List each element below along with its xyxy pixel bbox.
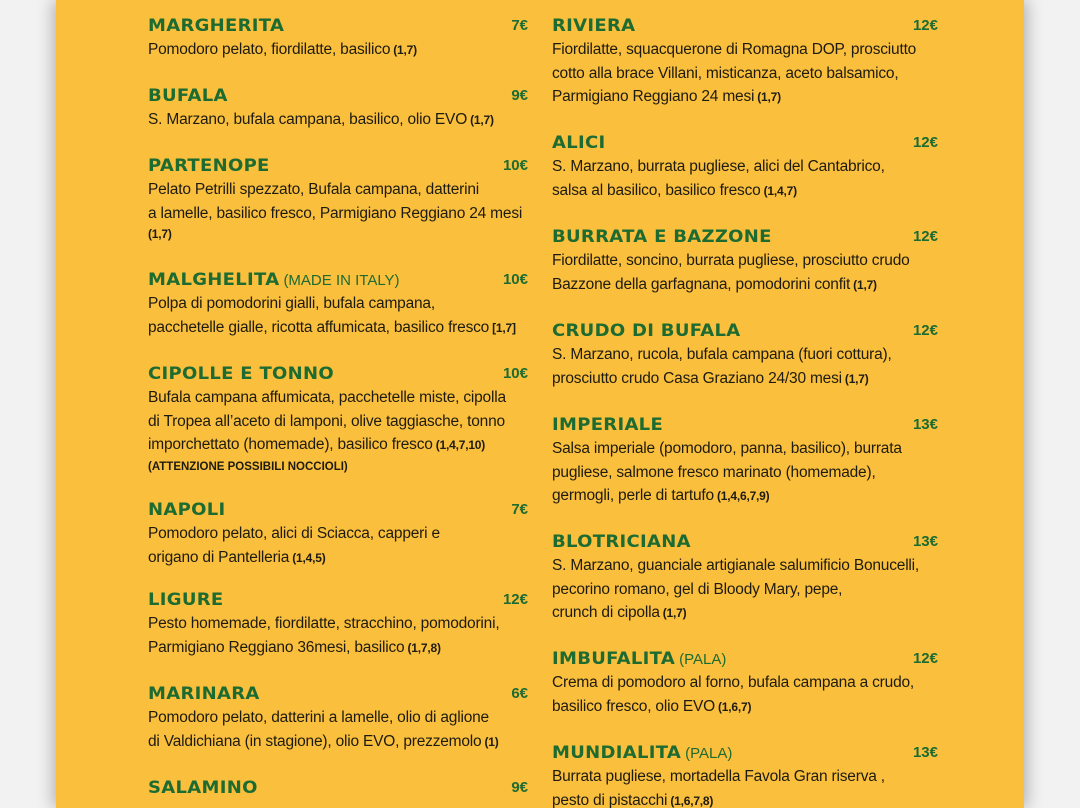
item-allergens: (1) — [484, 734, 499, 749]
item-description-line — [552, 38, 938, 62]
item-allergens: (1,7) — [470, 113, 494, 127]
item-description-line — [148, 108, 528, 133]
item-description-line — [552, 765, 938, 789]
item-name: BLOTRICIANA — [552, 531, 691, 552]
item-name: LIGURE — [148, 589, 224, 610]
menu-item-cipolle-e-tonno — [148, 364, 528, 476]
description-text: basilico fresco, olio EVO — [552, 697, 715, 715]
description-text: Fiordilatte, soncino, burrata pugliese, prosciutto crudo — [552, 252, 910, 269]
item-price: 12€ — [502, 591, 528, 608]
menu-item-napoli — [148, 500, 528, 570]
menu-item-header — [148, 778, 528, 800]
description-text: S. Marzano, burrata pugliese, alici del Cantabrico, — [552, 158, 885, 175]
description-text: Fiordilatte, squacquerone di Romagna DOP, prosciutto — [552, 41, 917, 58]
description-text: crunch di cipolla — [552, 604, 660, 621]
menu-item-header — [552, 227, 938, 249]
item-description-line — [552, 155, 938, 179]
description-text: Bufala campana affumicata, pacchetelle miste, cipolla — [148, 389, 506, 406]
description-text: Crema di pomodoro al forno, bufala campana a crudo, — [552, 674, 915, 691]
item-price: 12€ — [912, 17, 938, 34]
item-description-line — [552, 461, 938, 485]
item-price: 9€ — [511, 779, 528, 796]
description-text: Pomodoro pelato, datterini a lamelle, olio di aglione — [148, 709, 489, 726]
description-text: Bazzone della garfagnana, pomodorini confit — [552, 275, 851, 293]
item-allergens: (1,7) — [853, 277, 877, 292]
item-price: 12€ — [912, 228, 938, 245]
menu-item-header — [148, 16, 528, 38]
item-allergens: (1,4,5) — [292, 550, 326, 565]
item-name: NAPOLI — [148, 499, 226, 520]
item-name: SALAMINO — [148, 777, 258, 798]
item-name: PARTENOPE — [148, 155, 270, 176]
item-note: (ATTENZIONE POSSIBILI NOCCIOLI) — [148, 460, 348, 473]
item-name: MUNDIALITA — [552, 742, 682, 763]
item-name: MALGHELITA — [148, 269, 280, 290]
menu-item-header — [552, 415, 938, 437]
item-description-line — [148, 38, 528, 63]
description-text: S. Marzano, bufala campana, basilico, olio EVO — [148, 111, 468, 128]
item-tag: (PALA) — [685, 745, 733, 762]
description-text: prosciutto crudo Casa Graziano 24/30 mesi — [552, 369, 842, 387]
item-name: MARGHERITA — [148, 15, 285, 36]
description-text: origano di Pantelleria — [148, 548, 290, 566]
item-description-line — [148, 522, 528, 546]
description-text: Salsa imperiale (pomodoro, panna, basilico), burrata — [552, 440, 902, 457]
item-name: IMPERIALE — [552, 414, 664, 435]
item-allergens: (1,7) — [148, 227, 172, 241]
item-allergens-line — [148, 225, 528, 243]
menu-item-header — [552, 321, 938, 343]
item-description-line — [148, 546, 528, 571]
description-text: di Valdichiana (in stagione), olio EVO, prezzemolo — [148, 732, 482, 750]
item-allergens: (1,4,6,7,9) — [716, 489, 770, 503]
menu-item-blotriciana — [552, 532, 938, 626]
item-price: 12€ — [912, 322, 938, 339]
item-description-line — [148, 292, 528, 316]
menu-item-margherita — [148, 16, 528, 63]
item-name: IMBUFALITA — [552, 648, 676, 669]
menu-item-malghelita — [148, 270, 528, 340]
item-allergens: (1,7) — [393, 43, 417, 57]
item-description-line — [148, 636, 528, 661]
menu-item-header — [552, 532, 938, 554]
item-description-line — [552, 695, 938, 720]
description-text: imporchettato (homemade), basilico fresco — [148, 436, 433, 453]
menu-item-header — [148, 270, 528, 292]
menu-item-salamino — [148, 778, 528, 800]
item-description-line — [552, 249, 938, 273]
item-name: ALICI — [552, 132, 606, 153]
menu-item-marinara — [148, 684, 528, 754]
item-description-line — [552, 578, 938, 602]
item-description-line — [552, 85, 938, 110]
menu-item-header — [148, 156, 528, 178]
description-text: Pelato Petrilli spezzato, Bufala campana, datterini — [148, 181, 479, 198]
menu-item-burrata-e-bazzone — [552, 227, 938, 297]
menu-item-header — [148, 684, 528, 706]
menu-item-header — [148, 500, 528, 522]
menu-item-header — [148, 86, 528, 108]
description-text: pacchetelle gialle, ricotta affumicata, basilico fresco — [148, 318, 490, 336]
menu-item-crudo-di-bufala — [552, 321, 938, 391]
menu-item-ligure — [148, 590, 528, 660]
item-name: RIVIERA — [552, 15, 636, 36]
description-text: Pomodoro pelato, fiordilatte, basilico — [148, 41, 391, 58]
item-allergens: (1,6,7,8) — [670, 793, 714, 808]
item-description-line — [148, 410, 528, 434]
item-tag: (MADE IN ITALY) — [283, 272, 400, 289]
menu-item-header — [148, 364, 528, 386]
item-tag: (PALA) — [679, 651, 727, 668]
menu-item-bufala — [148, 86, 528, 133]
item-description-line — [552, 671, 938, 695]
menu-item-imbufalita — [552, 649, 938, 719]
item-name: CIPOLLE E TONNO — [148, 363, 334, 384]
item-name: BURRATA E BAZZONE — [552, 226, 772, 247]
item-description-line — [148, 730, 528, 755]
menu-item-header — [552, 133, 938, 155]
item-name: MARINARA — [148, 683, 260, 704]
menu-item-riviera — [552, 16, 938, 110]
item-allergens: (1,4,7) — [763, 183, 797, 198]
item-price: 13€ — [912, 744, 938, 761]
menu-item-header — [552, 743, 938, 765]
description-text: a lamelle, basilico fresco, Parmigiano Reggiano 24 mesi — [148, 204, 523, 222]
description-text: Parmigiano Reggiano 24 mesi — [552, 88, 755, 105]
item-price: 10€ — [502, 271, 528, 288]
item-allergens: (1,7) — [757, 90, 781, 104]
description-text: cotto alla brace Villani, misticanza, aceto balsamico, — [552, 64, 899, 82]
menu-page — [56, 0, 1024, 808]
menu-item-header — [148, 590, 528, 612]
item-price: 10€ — [502, 365, 528, 382]
description-text: S. Marzano, guanciale artigianale salumificio Bonucelli, — [552, 557, 920, 574]
description-text: di Tropea all’aceto di lamponi, olive taggiasche, tonno — [148, 412, 505, 430]
item-price: 10€ — [502, 157, 528, 174]
description-text: germogli, perle di tartufo — [552, 487, 714, 504]
menu-item-header — [552, 16, 938, 38]
menu-item-partenope — [148, 156, 528, 243]
item-description-line — [148, 433, 528, 458]
item-description-line — [552, 601, 938, 626]
item-description-line — [552, 554, 938, 578]
description-text: pesto di pistacchi — [552, 791, 668, 808]
item-price: 9€ — [511, 87, 528, 104]
item-name: CRUDO DI BUFALA — [552, 320, 741, 341]
item-description-line — [552, 437, 938, 461]
item-price: 12€ — [912, 134, 938, 151]
item-price: 13€ — [912, 533, 938, 550]
item-allergens: (1,6,7) — [718, 699, 752, 714]
menu-item-imperiale — [552, 415, 938, 509]
item-description-line — [552, 273, 938, 298]
item-allergens: (1,4,7,10) — [435, 438, 486, 452]
item-description-line — [552, 343, 938, 367]
menu-item-mundialita — [552, 743, 938, 808]
description-text: pecorino romano, gel di Bloody Mary, pepe, — [552, 580, 843, 598]
item-description-line — [552, 789, 938, 808]
item-description-line — [148, 706, 528, 730]
item-allergens: (1,7) — [844, 371, 869, 386]
description-text: Pesto homemade, fiordilatte, stracchino, pomodorini, — [148, 615, 500, 632]
description-text: Burrata pugliese, mortadella Favola Gran riserva , — [552, 768, 885, 785]
item-allergens: [1,7] — [492, 320, 516, 335]
item-description-line — [552, 367, 938, 392]
description-text: Pomodoro pelato, alici di Sciacca, capperi e — [148, 525, 440, 542]
item-description-line — [148, 316, 528, 341]
item-description-line — [148, 202, 528, 226]
item-description-line — [148, 386, 528, 410]
item-description-line — [148, 612, 528, 636]
item-price: 12€ — [912, 650, 938, 667]
item-name: BUFALA — [148, 85, 228, 106]
description-text: pugliese, salmone fresco marinato (homemade), — [552, 463, 876, 481]
item-description-line — [552, 484, 938, 509]
item-description-line — [552, 62, 938, 86]
description-text: Polpa di pomodorini gialli, bufala campana, — [148, 295, 435, 312]
item-price: 7€ — [511, 501, 528, 518]
item-allergens: (1,7,8) — [407, 640, 441, 655]
item-allergens: (1,7) — [662, 606, 687, 620]
menu-item-alici — [552, 133, 938, 203]
item-price: 6€ — [511, 685, 528, 702]
description-text: Parmigiano Reggiano 36mesi, basilico — [148, 638, 405, 656]
menu-item-header — [552, 649, 938, 671]
description-text: salsa al basilico, basilico fresco — [552, 181, 761, 199]
item-description-line — [552, 179, 938, 204]
item-price: 13€ — [912, 416, 938, 433]
item-price: 7€ — [511, 17, 528, 34]
description-text: S. Marzano, rucola, bufala campana (fuori cottura), — [552, 346, 892, 363]
item-description-line — [148, 178, 528, 202]
